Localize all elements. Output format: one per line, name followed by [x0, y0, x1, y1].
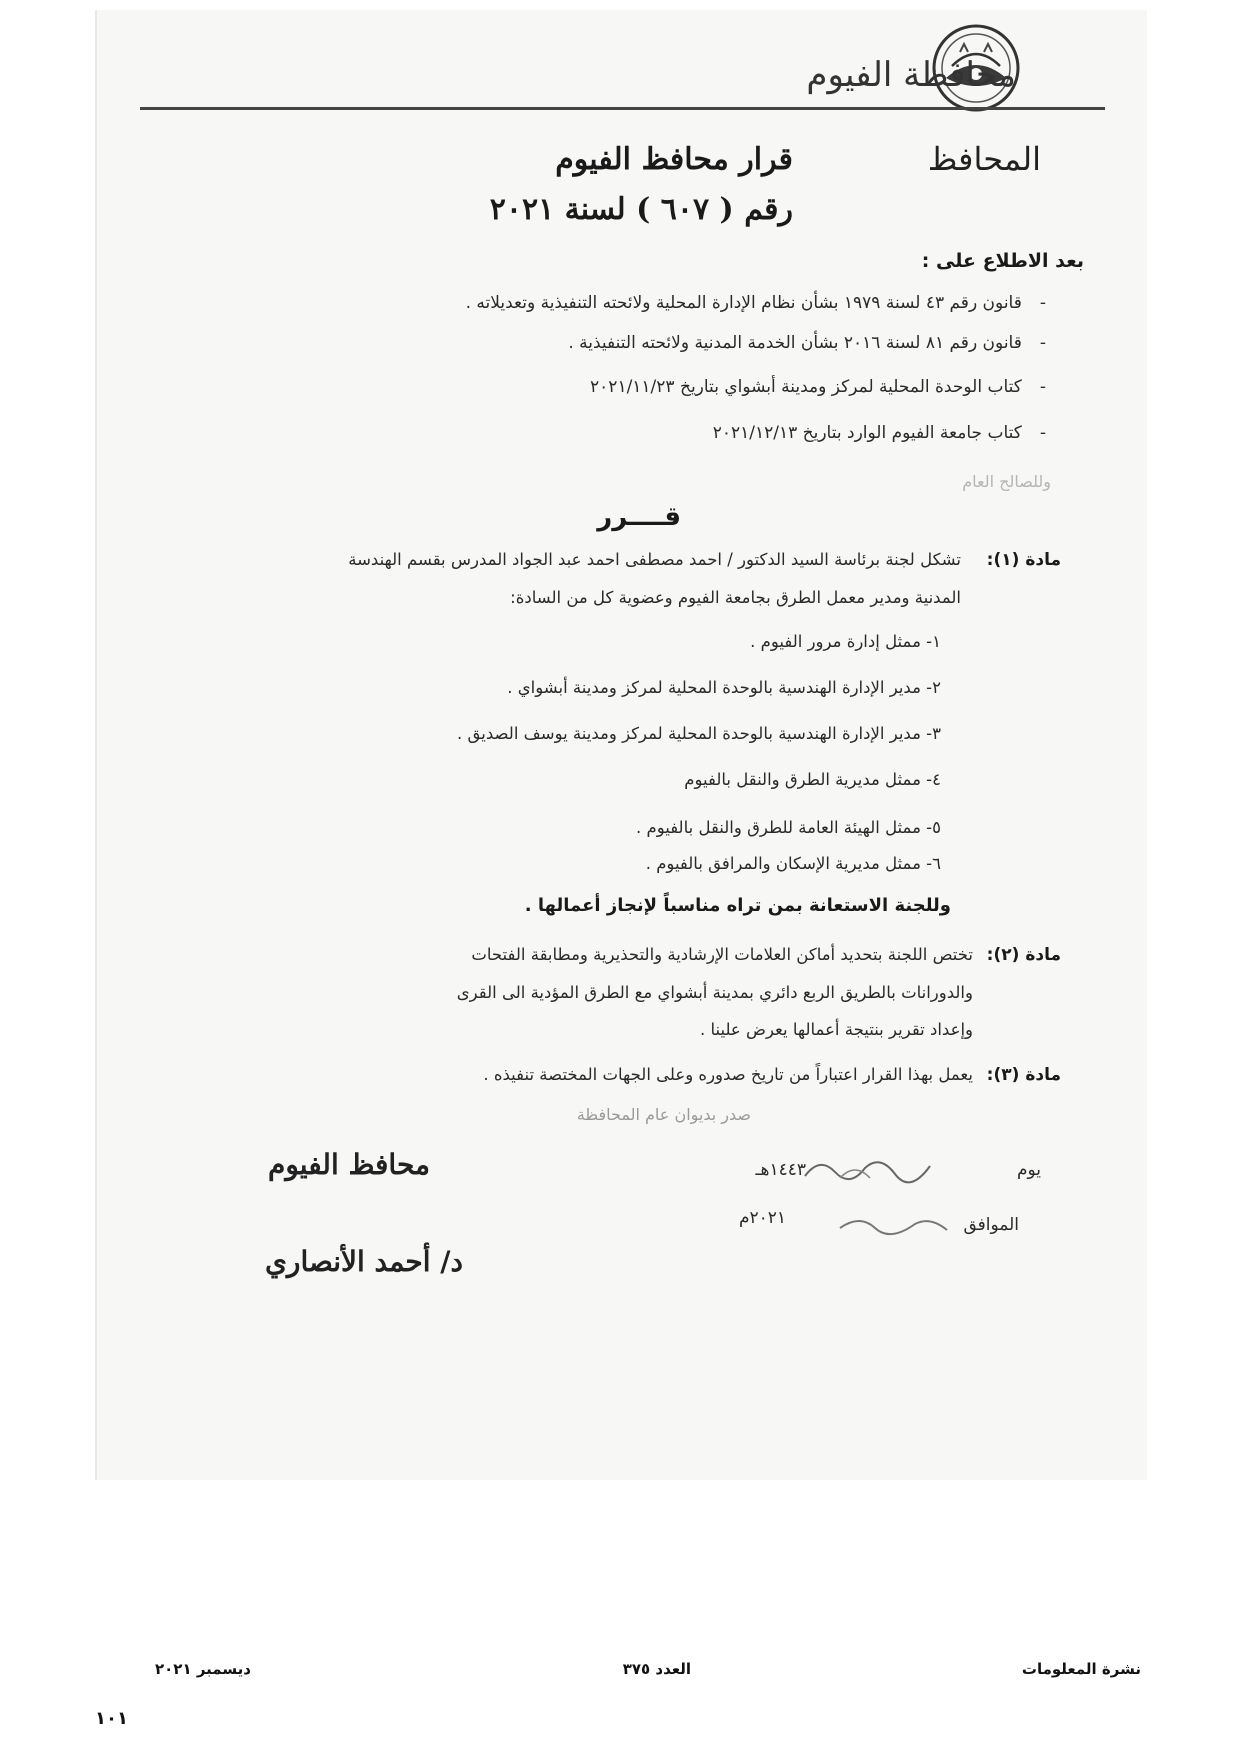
article-1-closing: وللجنة الاستعانة بمن تراه مناسباً لإنجاز أعمالها . — [524, 895, 951, 916]
article-2-line: وإعداد تقرير بنتيجة أعمالها يعرض علينا . — [699, 1020, 973, 1039]
page-number: ١٠١ — [95, 1708, 128, 1729]
committee-member: ٥- ممثل الهيئة العامة للطرق والنقل بالفيوم . — [636, 818, 941, 837]
governorate-heading: محافظة الفيوم — [806, 55, 1016, 95]
gregorian-date-prefix: الموافق — [963, 1215, 1019, 1235]
handwritten-date-scribble — [835, 1208, 955, 1240]
article-1-label: مادة (١): — [986, 550, 1061, 570]
decree-number: رقم ( ٦٠٧ ) لسنة ٢٠٢١ — [489, 192, 793, 227]
handwritten-date-scribble — [800, 1148, 940, 1188]
reference-item: -كتاب جامعة الفيوم الوارد بتاريخ ٢٠٢١/١٢/١٣ — [712, 423, 1046, 443]
footer-date: ديسمبر ٢٠٢١ — [155, 1660, 251, 1678]
committee-member: ٦- ممثل مديرية الإسكان والمرافق بالفيوم . — [645, 854, 941, 873]
committee-member: ١- ممثل إدارة مرور الفيوم . — [750, 632, 941, 651]
article-1-line: تشكل لجنة برئاسة السيد الدكتور / احمد مصطفى احمد عبد الجواد المدرس بقسم الهندسة — [348, 550, 961, 569]
reference-item: -قانون رقم ٤٣ لسنة ١٩٧٩ بشأن نظام الإدارة المحلية ولائحته التنفيذية وتعديلاته . — [465, 293, 1046, 313]
committee-member: ٣- مدير الإدارة الهندسية بالوحدة المحلية لمركز ومدينة يوسف الصديق . — [457, 724, 941, 743]
article-1-line: المدنية ومدير معمل الطرق بجامعة الفيوم وعضوية كل من السادة: — [510, 588, 961, 607]
decree-word: قــــرر — [597, 502, 681, 532]
committee-member: ٤- ممثل مديرية الطرق والنقل بالفيوم — [684, 770, 941, 789]
footer-publication: نشرة المعلومات — [1021, 1660, 1141, 1678]
governor-title-signature: محافظ الفيوم — [268, 1148, 431, 1181]
article-3-line: يعمل بهذا القرار اعتباراً من تاريخ صدوره وعلى الجهات المختصة تنفيذه . — [483, 1065, 973, 1084]
header-divider — [140, 107, 1105, 110]
gregorian-year: ٢٠٢١م — [738, 1208, 786, 1228]
decree-title: قرار محافظ الفيوم — [555, 142, 793, 177]
footer-issue: العدد ٣٧٥ — [622, 1660, 691, 1678]
hijri-date-prefix: يوم — [1016, 1160, 1041, 1180]
article-2-line: تختص اللجنة بتحديد أماكن العلامات الإرشادية والتحذيرية ومطابقة الفتحات — [471, 945, 973, 964]
hijri-year: ١٤٤٣هـ — [755, 1160, 806, 1180]
reference-item: -كتاب الوحدة المحلية لمركز ومدينة أبشواي بتاريخ ٢٠٢١/١١/٢٣ — [590, 377, 1046, 397]
article-2-label: مادة (٢): — [986, 945, 1061, 965]
office-label: المحافظ — [927, 140, 1041, 178]
reference-item: -قانون رقم ٨١ لسنة ٢٠١٦ بشأن الخدمة المدنية ولائحته التنفيذية . — [568, 333, 1046, 353]
committee-member: ٢- مدير الإدارة الهندسية بالوحدة المحلية لمركز ومدينة أبشواي . — [507, 678, 941, 697]
issued-at-line: صدر بديوان عام المحافظة — [576, 1105, 751, 1124]
article-2-line: والدورانات بالطريق الربع دائري بمدينة أبشواي مع الطرق المؤدية الى القرى — [456, 983, 973, 1002]
governor-name: د/ أحمد الأنصاري — [265, 1245, 463, 1278]
faded-note: وللصالح العام — [962, 472, 1051, 491]
scanned-page — [95, 10, 1147, 1480]
preamble-intro: بعد الاطلاع على : — [921, 250, 1084, 272]
article-3-label: مادة (٣): — [986, 1065, 1061, 1085]
